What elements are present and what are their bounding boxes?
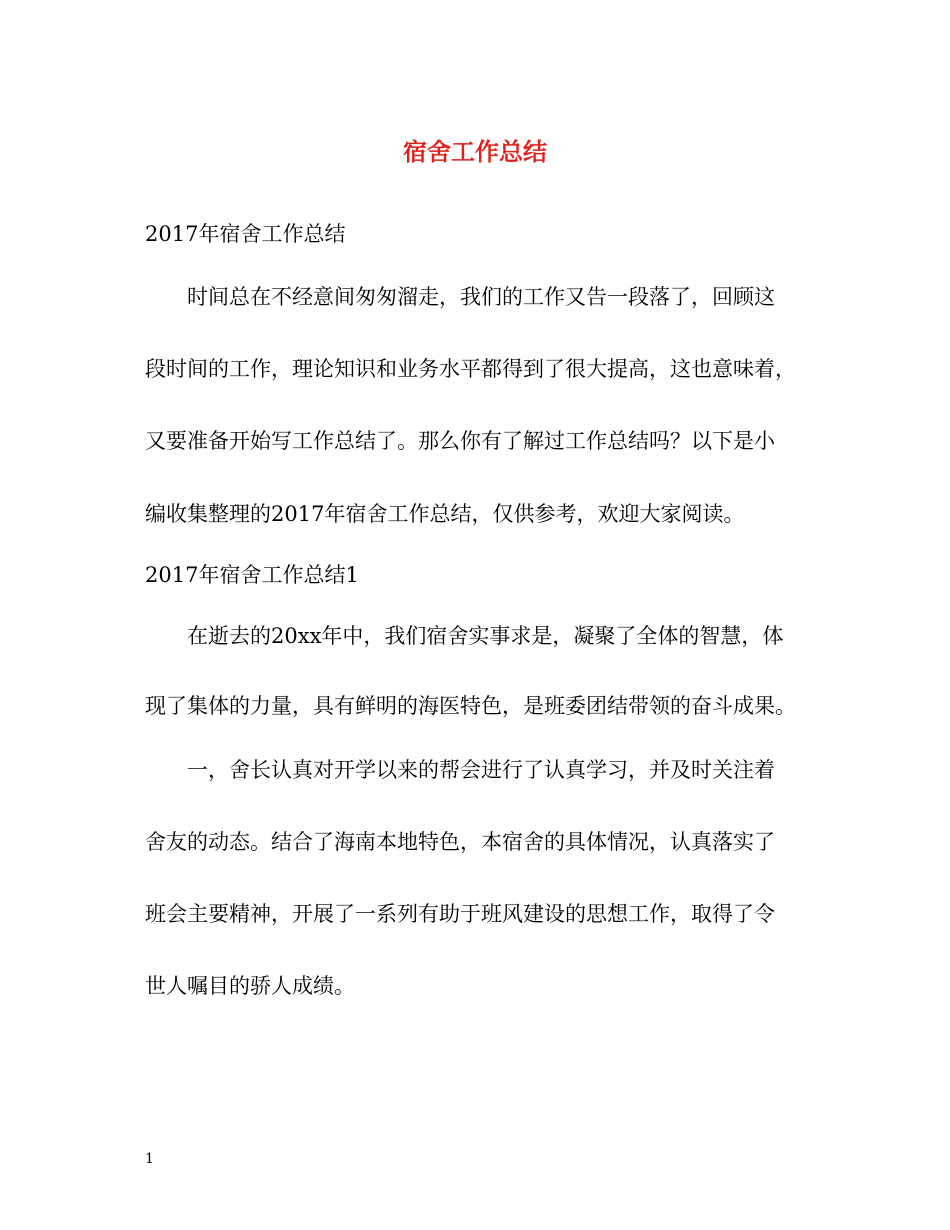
paragraph-line: 现了集体的力量，具有鲜明的海医特色，是班委团结带领的奋斗成果。 — [145, 694, 796, 718]
paragraph-line: 又要准备开始写工作总结了。那么你有了解过工作总结吗？以下是小 — [145, 429, 775, 453]
paragraph-line: 段时间的工作，理论知识和业务水平都得到了很大提高，这也意味着， — [145, 357, 796, 381]
paragraph-line: 一，舍长认真对开学以来的帮会进行了认真学习，并及时关注着 — [187, 758, 775, 782]
page-number: 1 — [145, 1151, 154, 1167]
paragraph-line: 编收集整理的2017年宿舍工作总结，仅供参考，欢迎大家阅读。 — [145, 502, 745, 526]
section-heading: 2017年宿舍工作总结1 — [145, 563, 359, 587]
paragraph-line: 舍友的动态。结合了海南本地特色，本宿舍的具体情况，认真落实了 — [145, 830, 775, 854]
paragraph-line: 世人嘱目的骄人成绩。 — [145, 974, 355, 998]
paragraph-line: 班会主要精神，开展了一系列有助于班风建设的思想工作，取得了令 — [145, 902, 775, 926]
document-title: 宿舍工作总结 — [403, 137, 547, 166]
paragraph-line: 时间总在不经意间匆匆溜走，我们的工作又告一段落了，回顾这 — [187, 285, 775, 309]
section-heading: 2017年宿舍工作总结 — [145, 222, 346, 246]
paragraph-line: 在逝去的20xx年中，我们宿舍实事求是，凝聚了全体的智慧，体 — [187, 624, 784, 648]
